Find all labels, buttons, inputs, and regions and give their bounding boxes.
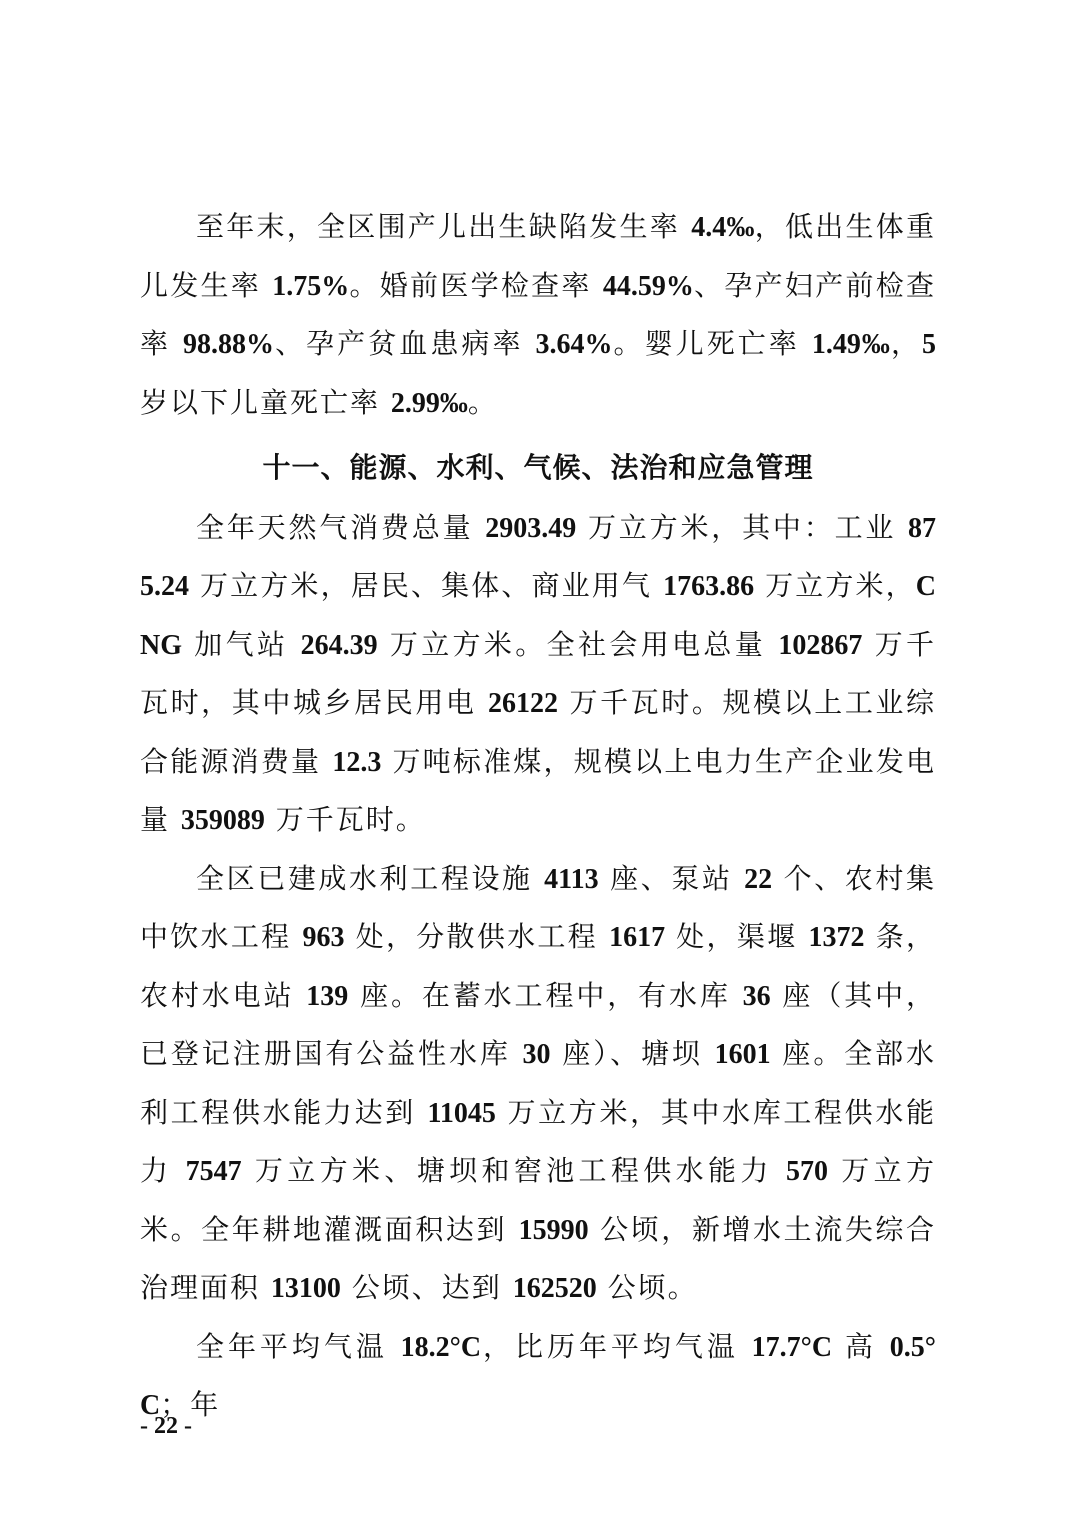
text-run: 加气站 [182,627,301,661]
page-number: - 22 - [140,1413,192,1439]
figure-value: 3.64% [535,329,613,360]
text-run: ，低出生体重儿发生率 [140,210,937,302]
figure-value: 139 [306,980,349,1012]
figure-value: 12.3 [332,746,382,778]
figure-value: 1.75% [272,270,350,302]
figure-value: 15990 [518,1214,589,1246]
figure-value: 1372 [808,922,865,953]
paragraph [140,499,936,850]
text-run: 万立方米，其中：工业 [576,510,908,544]
figure-value: 17.7°C [751,1331,833,1363]
text-run: ；年 [160,1388,221,1421]
text-run: 万立方米，居民、集体、商业用气 [189,569,664,602]
text-run: 岁以下儿童死亡率 [140,385,391,419]
figure-value: 102867 [778,629,863,661]
text-run: 万吨标准煤，规模以上电力生产企业发电量 [140,744,936,836]
paragraph [140,1318,936,1435]
figure-value: 36 [742,980,771,1012]
text-run: 万千瓦时。 [264,803,426,836]
text-run: ， [890,327,922,360]
figure-value: 98.88% [183,329,275,360]
text-run: 万立方米、塘坝和窖池工程供水能力 [241,1154,786,1187]
figure-value: 13100 [270,1273,341,1304]
figure-value: 7547 [185,1156,242,1187]
text-run: 条，农村水电站 [140,920,936,1012]
figure-value: 44.59% [602,270,694,302]
figure-value: 1763.86 [663,571,755,602]
figure-value: 30 [522,1039,551,1070]
text-run: 处，渠堰 [665,920,809,953]
text-run: 高 [832,1329,890,1363]
figure-value: 11045 [427,1097,496,1129]
paragraph [140,850,936,1318]
page-content [140,198,936,1435]
section-heading: 十一、能源、水利、气候、法治和应急管理 [262,451,814,484]
figure-value: 1617 [609,922,666,953]
figure-value: 162520 [512,1273,597,1304]
figure-value: 570 [786,1156,828,1187]
text-run: 、孕产贫血患病率 [274,327,536,360]
text-run: 。婚前医学检查率 [349,268,603,302]
figure-value: 264.39 [300,629,378,661]
text-run: 处，分散供水工程 [344,920,610,953]
text-run: 座）、塘坝 [550,1037,715,1070]
text-run: 全年平均气温 [196,1329,401,1363]
figure-value: 0.5°C [140,1331,936,1421]
figure-value: 26122 [488,688,558,719]
figure-value: 5 [922,329,936,360]
text-run: 公顷，新增水土流失综合治理面积 [140,1212,936,1304]
text-run: 万立方米。全社会用电总量 [377,627,779,661]
text-run: 、孕产妇产前检查率 [140,268,936,360]
text-run: 座。在蓄水工程中，有水库 [348,978,743,1012]
text-run: 座。全部水利工程供水能力达到 [140,1037,937,1129]
text-run: 万千瓦时，其中城乡居民用电 [140,627,937,719]
text-run: 全区已建成水利工程设施 [196,861,545,895]
section-paragraphs [140,499,936,1435]
intro-paragraphs [140,198,936,432]
text-run: 公顷。 [596,1271,698,1304]
text-run: 座、泵站 [598,861,745,895]
figure-value: CNG [140,571,936,661]
text-run: 万立方米， [754,569,916,602]
text-run: 万千瓦时。规模以上工业综合能源消费量 [140,686,936,778]
text-run: 座（其中，已登记注册国有公益性水库 [140,978,937,1070]
figure-value: 22 [744,863,773,895]
figure-value: 963 [302,922,345,953]
figure-value: 2.99‰ [390,387,468,419]
paragraph [140,198,936,432]
figure-value: 2903.49 [485,512,577,544]
figure-value: 1601 [714,1039,771,1070]
text-run: 。婴儿死亡率 [612,327,812,360]
text-run: 个、农村集中饮水工程 [140,861,937,953]
figure-value: 359089 [180,805,265,836]
figure-value: 875.24 [140,512,936,602]
figure-value: 1.49‰ [811,329,891,360]
figure-value: 18.2°C [400,1331,482,1363]
text-run: 全年天然气消费总量 [196,510,486,544]
text-run: 至年末，全区围产儿出生缺陷发生率 [196,210,692,243]
text-run: 万立方米。全年耕地灌溉面积达到 [140,1154,936,1246]
text-run: ，比历年平均气温 [481,1329,752,1363]
figure-value: 4113 [544,863,599,895]
text-run: 万立方米，其中水库工程供水能力 [140,1095,936,1187]
text-run: 。 [467,385,498,419]
figure-value: 4.4‰ [691,212,755,243]
text-run: 公顷、达到 [340,1271,513,1304]
